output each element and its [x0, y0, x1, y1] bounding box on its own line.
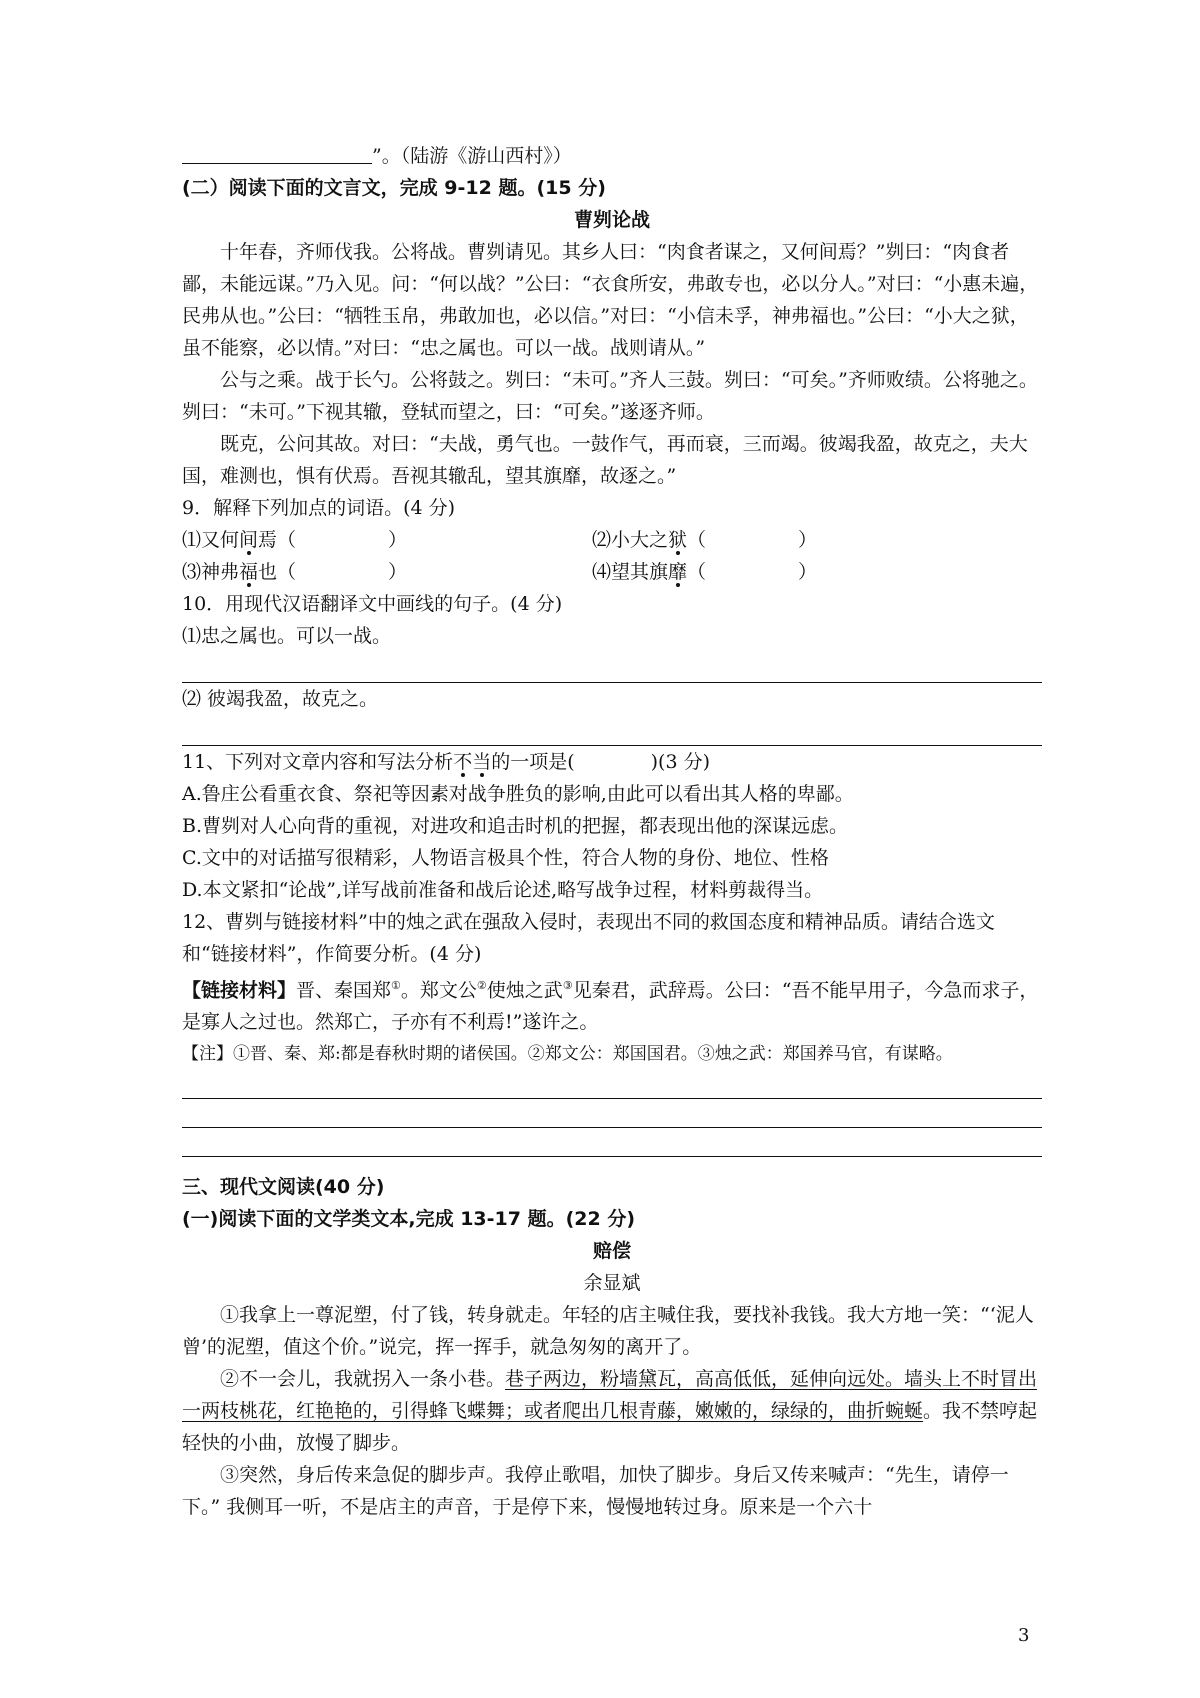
answer-line[interactable] [182, 652, 1042, 683]
answer-line[interactable] [182, 1099, 1042, 1128]
question-10: 10．用现代汉语翻译文中画线的句子。(4 分) [182, 593, 563, 615]
section-3-heading: 三、现代文阅读(40 分) [182, 1176, 385, 1199]
q11-option-b: B.曹刿对人心向背的重视，对进攻和追击时机的把握，都表现出他的深谋远虑。 [182, 815, 849, 837]
passage-paragraph-1: 十年春，齐师伐我。公将战。曹刿请见。其乡人曰：“肉食者谋之，又何间焉？”刿曰：“肉食者鄙，未能远谋。”乃入见。问：“何以战？”公曰：“衣食所安，弗敢专也，必以分人。”对曰：“小惠未遍，民弗从也。”公曰：“牺牲玉帛，弗敢加也，必以信。”对曰：“小信未孚，神弗福也。”公曰：“小大之狱，虽不能察，必以情。”对曰：“忠之属也。可以一战。战则请从。” [182, 241, 1039, 359]
question-12: 12、曹刿与链接材料”中的烛之武在强敌入侵时，表现出不同的救国态度和精神品质。请结合选文和“链接材料”，作简要分析。(4 分) [182, 911, 995, 965]
section-2-heading: (二）阅读下面的文言文，完成 9-12 题。(15 分) [182, 177, 606, 199]
q11-option-c: C.文中的对话描写很精彩，人物语言极具个性，符合人物的身份、地位、性格 [182, 847, 829, 869]
question-9-items-row-2 [182, 556, 1042, 588]
q11-option-d: D.本文紧扣“论战”,详写战前准备和战后论述,略写战争过程，材料剪裁得当。 [182, 879, 824, 901]
question-10-item-1: ⑴忠之属也。可以一战。 [182, 625, 392, 647]
dotted-word: 不 [453, 751, 473, 773]
story-author: 余显斌 [583, 1272, 641, 1295]
passage-paragraph-2: 公与之乘。战于长勺。公将鼓之。刿曰：“未可。”齐人三鼓。刿曰：“可矣。”齐师败绩。公将驰之。刿曰：“未可。”下视其辙，登轼而望之，曰：“可矣。”遂逐齐师。 [182, 369, 1038, 423]
annotation-note: 【注】①晋、秦、郑:都是春秋时期的诸侯国。②郑文公：郑国国君。③烛之武：郑国养马官，有谋略。 [182, 1044, 953, 1065]
q11-option-a: A.鲁庄公看重衣食、祭祀等因素对战争胜负的影响,由此可以看出其人格的卑鄙。 [182, 783, 854, 805]
q9-item-2: ⑵小大之狱（ ） [592, 529, 818, 551]
poem-blank-line [182, 140, 1042, 172]
answer-line[interactable] [182, 1128, 1042, 1157]
page-number: 3 [1018, 1625, 1030, 1646]
story-title: 赔偿 [592, 1240, 631, 1263]
question-9: 9．解释下列加点的词语。(4 分) [182, 497, 456, 519]
section-3-subheading: (一)阅读下面的文学类文本,完成 13-17 题。(22 分) [182, 1208, 636, 1231]
story-paragraph-2: ②不一会儿，我就拐入一条小巷。巷子两边，粉墙黛瓦，高高低低，延伸向远处。墙头上不时冒出一两枝桃花，红艳艳的，引得蜂飞蝶舞；或者爬出几根青藤，嫩嫩的，绿绿的，曲折蜿蜒。我不禁哼起轻快的小曲，放慢了脚步。 [182, 1368, 1038, 1455]
document-page [182, 140, 1042, 1523]
q9-item-1: ⑴又何间焉（ ） [182, 529, 408, 551]
dotted-word: 福 [239, 561, 259, 583]
question-10-item-2: ⑵ 彼竭我盈，故克之。 [182, 688, 379, 710]
question-9-items-row-1 [182, 524, 1042, 556]
dotted-word: 当 [472, 751, 492, 773]
dotted-word: 狱 [668, 529, 688, 551]
dotted-word: 靡 [668, 561, 688, 583]
answer-blank[interactable] [182, 143, 372, 164]
answer-line[interactable] [182, 715, 1042, 746]
link-material: 【链接材料】晋、秦国郑①。郑文公②使烛之武③见秦君，武辞焉。公曰：“吾不能早用子，今急而求子，是寡人之过也。然郑亡，子亦有不利焉!”遂许之。 [182, 979, 1039, 1034]
question-11: 11、下列对文章内容和写法分析不当的一项是( )(3 分) [182, 751, 711, 773]
dotted-word: 间 [239, 529, 259, 551]
story-paragraph-1: ①我拿上一尊泥塑，付了钱，转身就走。年轻的店主喊住我，要找补我钱。我大方地一笑：“‘泥人曾’的泥塑，值这个价。”说完，挥一挥手，就急匆匆的离开了。 [182, 1304, 1034, 1359]
q9-item-3: ⑶神弗福也（ ） [182, 561, 408, 583]
answer-line[interactable] [182, 1070, 1042, 1099]
q9-item-4: ⑷望其旗靡（ ） [592, 561, 818, 583]
story-paragraph-3: ③突然，身后传来急促的脚步声。我停止歌唱，加快了脚步。身后又传来喊声：“先生，请停一下。” 我侧耳一听，不是店主的声音，于是停下来，慢慢地转过身。原来是一个六十 [182, 1464, 1009, 1519]
underlined-sentence: 巷子两边，粉墙黛瓦，高高低低，延伸向远处。墙头上不时冒出一两枝桃花，红艳艳的，引得蜂飞蝶舞；或者爬出几根青藤，嫩嫩的，绿绿的，曲折蜿蜒 [182, 1368, 1038, 1423]
passage-title: 曹刿论战 [573, 209, 650, 231]
passage-paragraph-3: 既克，公问其故。对曰：“夫战，勇气也。一鼓作气，再而衰，三而竭。彼竭我盈，故克之，夫大国，难测也，惧有伏焉。吾视其辙乱，望其旗靡，故逐之。” [182, 433, 1028, 487]
poem-citation: ”。（陆游《游山西村》） [372, 145, 572, 167]
